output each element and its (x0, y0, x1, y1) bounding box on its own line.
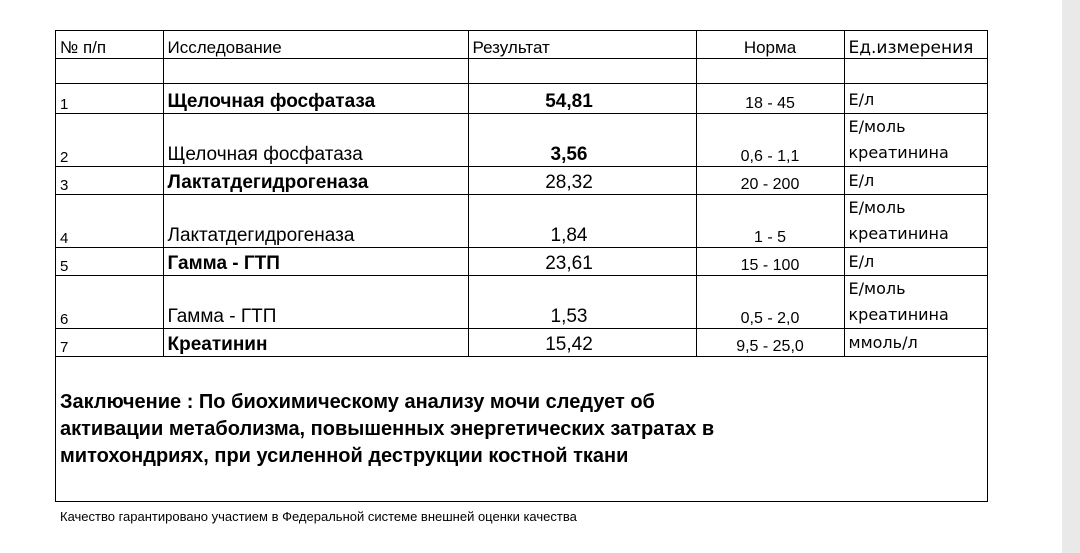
row-result: 1,84 (468, 195, 696, 248)
row-unit: Е/л (844, 248, 987, 276)
row-num: 5 (56, 248, 163, 276)
row-norm: 18 - 45 (696, 84, 844, 114)
table-row (56, 84, 987, 114)
conclusion-text (60, 389, 960, 470)
header-study: Исследование (163, 31, 468, 59)
table-row (56, 195, 987, 248)
row-study: Лактатдегидрогеназа (163, 195, 468, 248)
header-norm: Норма (696, 31, 844, 59)
table-row (56, 276, 987, 329)
row-num: 7 (56, 329, 163, 357)
row-unit: Е/моль креатинина (844, 114, 987, 167)
row-result: 1,53 (468, 276, 696, 329)
conclusion-line: активации метаболизма, повышенных энергетических затратах в (60, 418, 715, 440)
row-norm: 15 - 100 (696, 248, 844, 276)
header-result: Результат (468, 31, 696, 59)
row-norm: 0,6 - 1,1 (696, 114, 844, 167)
table-row (56, 114, 987, 167)
row-num: 6 (56, 276, 163, 329)
row-result: 15,42 (468, 329, 696, 357)
row-study: Креатинин (163, 329, 468, 357)
lab-report (55, 30, 988, 502)
row-num: 2 (56, 114, 163, 167)
row-norm: 9,5 - 25,0 (696, 329, 844, 357)
row-result: 23,61 (468, 248, 696, 276)
row-unit: Е/л (844, 167, 987, 195)
results-table (56, 31, 987, 357)
table-spacer-row (56, 59, 987, 84)
row-num: 4 (56, 195, 163, 248)
table-header-row (56, 31, 987, 59)
row-unit: Е/моль креатинина (844, 276, 987, 329)
row-study: Щелочная фосфатаза (163, 84, 468, 114)
row-norm: 1 - 5 (696, 195, 844, 248)
row-unit: Е/л (844, 84, 987, 114)
row-norm: 20 - 200 (696, 167, 844, 195)
row-norm: 0,5 - 2,0 (696, 276, 844, 329)
row-study: Щелочная фосфатаза (163, 114, 468, 167)
table-row (56, 329, 987, 357)
page-edge-strip (1062, 0, 1080, 553)
quality-footer: Качество гарантировано участием в Федеральной системе внешней оценки качества (60, 509, 577, 524)
row-result: 28,32 (468, 167, 696, 195)
row-num: 3 (56, 167, 163, 195)
table-row (56, 248, 987, 276)
conclusion-line: Заключение : По биохимическому анализу мочи следует об (60, 391, 655, 413)
row-result: 54,81 (468, 84, 696, 114)
row-study: Лактатдегидрогеназа (163, 167, 468, 195)
row-study: Гамма - ГТП (163, 248, 468, 276)
header-num: № п/п (56, 31, 163, 59)
conclusion-line: митохондриях, при усиленной деструкции костной ткани (60, 445, 629, 467)
row-result: 3,56 (468, 114, 696, 167)
row-study: Гамма - ГТП (163, 276, 468, 329)
row-unit: ммоль/л (844, 329, 987, 357)
header-unit: Ед.измерения (844, 31, 987, 59)
table-row (56, 167, 987, 195)
row-num: 1 (56, 84, 163, 114)
row-unit: Е/моль креатинина (844, 195, 987, 248)
